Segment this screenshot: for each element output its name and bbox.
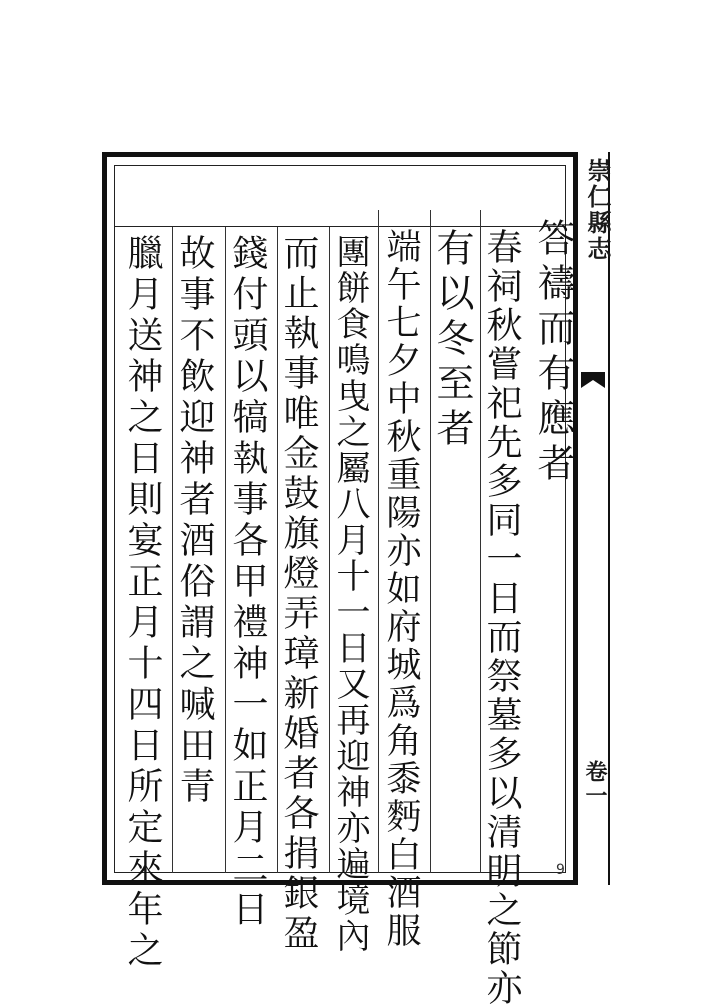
header-band [114,165,566,227]
column-divider [172,227,173,873]
text-column-5: 團餅食鳴曳之屬八月十一日又再迎神亦遍境內 [330,234,370,954]
text-column-8: 故事不飲迎神者酒俗謂之喊田青 [174,234,215,808]
text-column-9: 臘月送神之日則宴正月十四日所定來年之 [122,234,163,972]
fish-tail-mark-icon [580,370,606,390]
text-column-3: 有以冬至者 [430,228,474,453]
text-column-1: 答禱而有應者 [531,218,575,488]
column-divider [378,210,379,873]
page-number: 9 [556,862,565,878]
column-divider [225,227,226,873]
text-column-7: 錢付頭以犒執事各甲禮神一如正月二日 [227,234,268,931]
text-column-4: 端午七夕中秋重陽亦如府城爲角黍麪白酒服 [381,228,421,950]
section-label: 卷一 [582,760,608,808]
book-title: 崇仁縣志 [583,158,612,262]
text-column-6: 而止執事唯金鼓旗燈弄璋新婚者各捐銀盈 [278,234,319,954]
text-column-2: 春祠秋嘗祀先多同一日而祭墓多以清明之節亦 [481,228,522,1008]
